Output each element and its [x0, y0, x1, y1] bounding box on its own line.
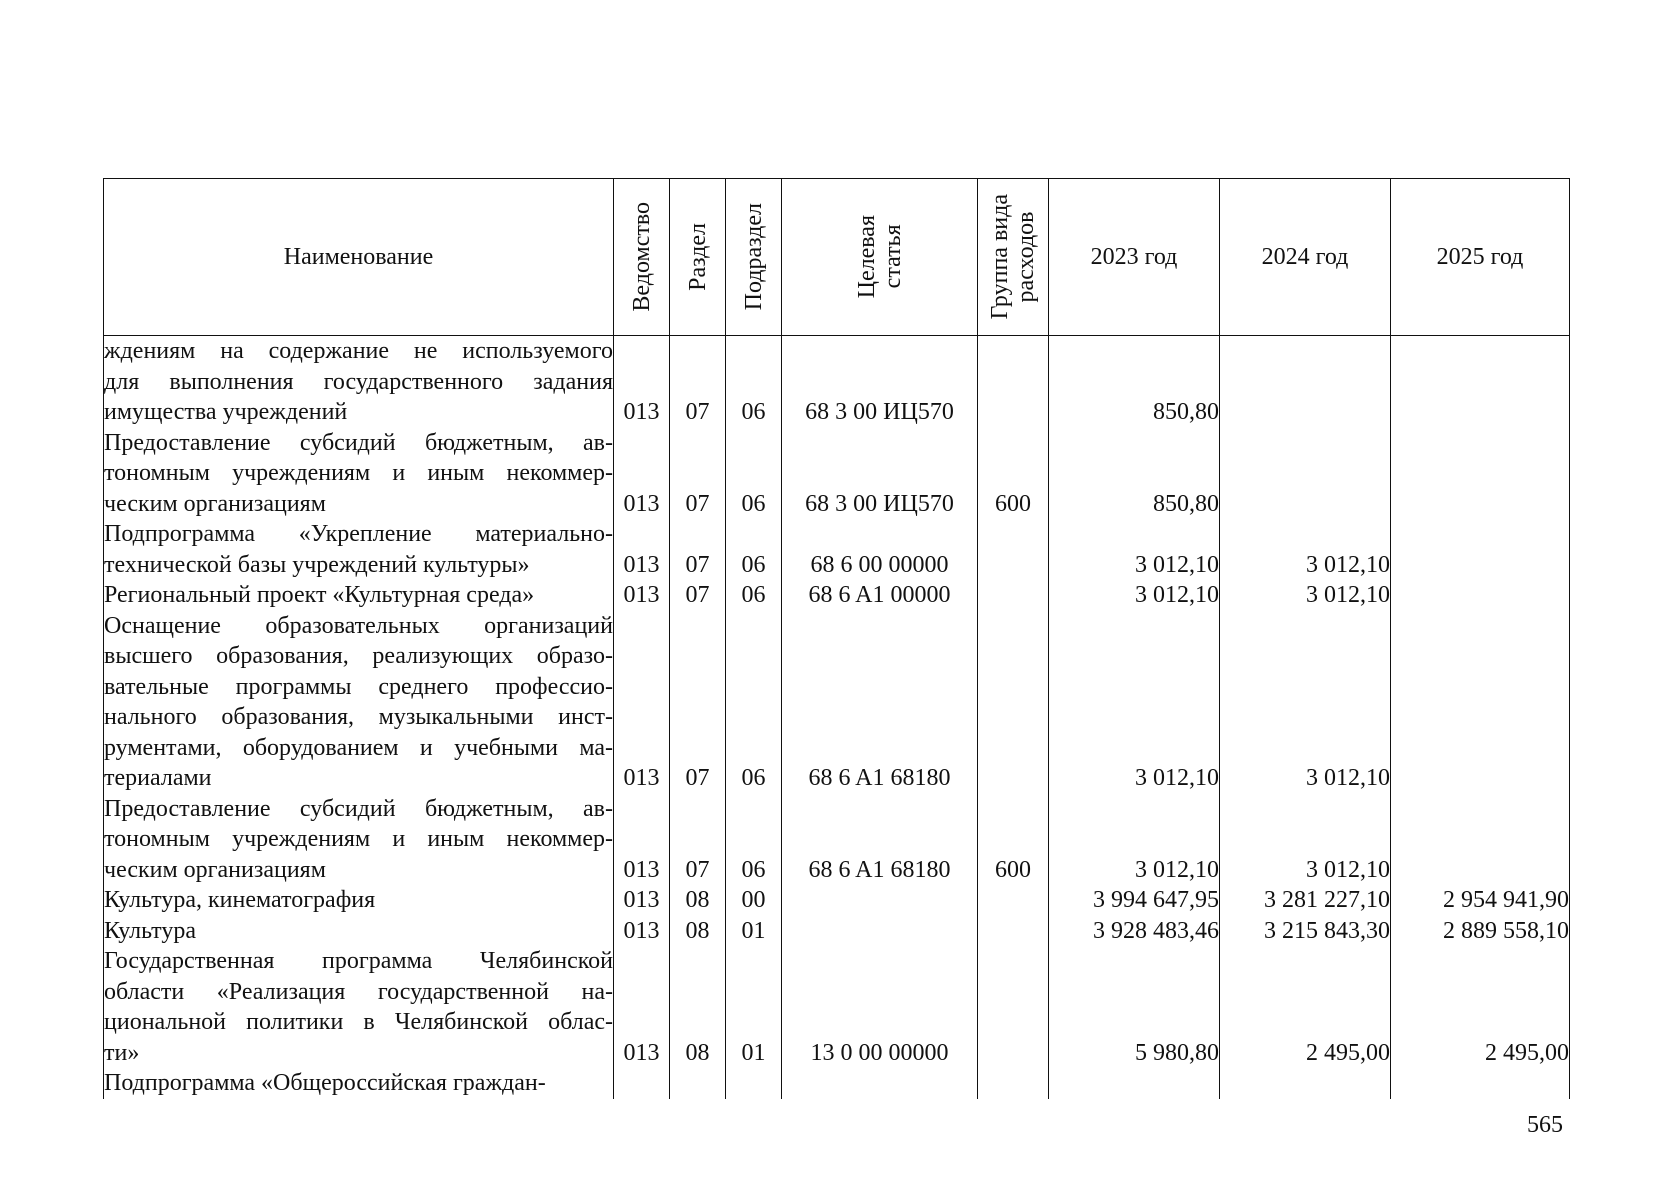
- cell-vedomstvo: 013: [614, 428, 670, 520]
- cell-gruppa: [978, 611, 1049, 794]
- table-header-row: [104, 179, 1570, 336]
- header-celevaya-statya: Целевая статья: [782, 179, 978, 336]
- cell-vedomstvo: 013: [614, 336, 670, 428]
- cell-2025: 2 495,00: [1391, 946, 1570, 1068]
- cell-name: [104, 946, 614, 1068]
- cell-celevaya-statya: 68 6 00 00000: [782, 519, 978, 580]
- table-body: [104, 336, 1570, 1099]
- cell-2024: 3 215 843,30: [1220, 916, 1391, 947]
- cell-2023: [1049, 1068, 1220, 1099]
- cell-podrazdel: 06: [726, 519, 782, 580]
- cell-name-line: Региональный проект «Культурная среда»: [104, 582, 535, 608]
- cell-razdel: [670, 1068, 726, 1099]
- cell-2023: 3 928 483,46: [1049, 916, 1220, 947]
- table-row: [104, 1068, 1570, 1099]
- cell-2024: 2 495,00: [1220, 946, 1391, 1068]
- cell-name: [104, 611, 614, 794]
- cell-name-line: Государственная программа Челябинской: [104, 948, 613, 974]
- header-name: Наименование: [104, 179, 614, 336]
- budget-table: [103, 178, 1570, 1099]
- cell-name: [104, 428, 614, 520]
- cell-celevaya-statya: 68 6 A1 68180: [782, 611, 978, 794]
- page-number: 565: [1527, 1112, 1563, 1138]
- cell-2024: 3 281 227,10: [1220, 885, 1391, 916]
- cell-2023: 3 012,10: [1049, 519, 1220, 580]
- cell-name-line: для выполнения государственного задания: [104, 368, 613, 395]
- cell-name-line: Культура: [104, 917, 196, 944]
- table-row: [104, 428, 1570, 520]
- cell-celevaya-statya: [782, 885, 978, 916]
- cell-razdel: 08: [670, 916, 726, 947]
- cell-2024: [1220, 428, 1391, 520]
- cell-podrazdel: 06: [726, 336, 782, 428]
- cell-gruppa: 600: [978, 428, 1049, 520]
- cell-2025: [1391, 1068, 1570, 1099]
- cell-name-line: технической базы учреждений культуры»: [104, 551, 530, 578]
- table-row: [104, 580, 1570, 611]
- cell-name-line: ческим организациям: [104, 490, 326, 517]
- cell-gruppa: 600: [978, 794, 1049, 886]
- cell-name-line: Подпрограмма «Укрепление материально-: [104, 521, 613, 547]
- cell-gruppa: [978, 946, 1049, 1068]
- cell-gruppa: [978, 885, 1049, 916]
- cell-vedomstvo: 013: [614, 519, 670, 580]
- cell-celevaya-statya: 13 0 00 00000: [782, 946, 978, 1068]
- table-row: [104, 946, 1570, 1068]
- cell-2023: 850,80: [1049, 336, 1220, 428]
- cell-name-line: Оснащение образовательных организаций: [104, 612, 613, 639]
- cell-vedomstvo: [614, 1068, 670, 1099]
- cell-name-line: Предоставление субсидий бюджетным, ав-: [104, 795, 613, 822]
- cell-2023: 3 012,10: [1049, 794, 1220, 886]
- cell-name-line: области «Реализация государственной на-: [104, 978, 613, 1005]
- cell-2025: 2 954 941,90: [1391, 885, 1570, 916]
- cell-2023: 3 012,10: [1049, 580, 1220, 611]
- cell-vedomstvo: 013: [614, 611, 670, 794]
- cell-celevaya-statya: 68 3 00 ИЦ570: [782, 428, 978, 520]
- cell-podrazdel: 06: [726, 428, 782, 520]
- table-row: [104, 885, 1570, 916]
- cell-name-line: Культура, кинематография: [104, 887, 376, 913]
- cell-podrazdel: 06: [726, 611, 782, 794]
- header-2023: 2023 год: [1049, 179, 1220, 336]
- cell-name-line: вательные программы среднего профессио-: [104, 673, 613, 700]
- cell-2025: [1391, 580, 1570, 611]
- cell-name-line: тономным учреждениям и иным некоммер-: [104, 460, 613, 486]
- cell-podrazdel: 00: [726, 885, 782, 916]
- cell-gruppa: [978, 336, 1049, 428]
- cell-podrazdel: [726, 1068, 782, 1099]
- cell-razdel: 07: [670, 519, 726, 580]
- cell-celevaya-statya: 68 6 A1 00000: [782, 580, 978, 611]
- header-razdel: Раздел: [670, 179, 726, 336]
- cell-2025: 2 889 558,10: [1391, 916, 1570, 947]
- table-row: [104, 336, 1570, 428]
- table-row: [104, 794, 1570, 886]
- cell-razdel: 07: [670, 580, 726, 611]
- cell-2024: 3 012,10: [1220, 611, 1391, 794]
- cell-name-line: ждениям на содержание не используемого: [104, 338, 613, 364]
- cell-vedomstvo: 013: [614, 580, 670, 611]
- cell-name: [104, 336, 614, 428]
- cell-2023: 3 012,10: [1049, 611, 1220, 794]
- cell-podrazdel: 06: [726, 580, 782, 611]
- header-vedomstvo: Ведомство: [614, 179, 670, 336]
- cell-razdel: 07: [670, 336, 726, 428]
- cell-razdel: 08: [670, 946, 726, 1068]
- cell-2023: 850,80: [1049, 428, 1220, 520]
- cell-vedomstvo: 013: [614, 916, 670, 947]
- cell-celevaya-statya: [782, 1068, 978, 1099]
- cell-name-line: Подпрограмма «Общероссийская граждан-: [104, 1070, 546, 1096]
- cell-2025: [1391, 794, 1570, 886]
- header-2025: 2025 год: [1391, 179, 1570, 336]
- cell-name-line: ти»: [104, 1039, 140, 1066]
- table-row: [104, 519, 1570, 580]
- table-row: [104, 611, 1570, 794]
- cell-name: [104, 794, 614, 886]
- cell-celevaya-statya: [782, 916, 978, 947]
- cell-name-line: ческим организациям: [104, 856, 326, 883]
- cell-2023: 5 980,80: [1049, 946, 1220, 1068]
- cell-vedomstvo: 013: [614, 885, 670, 916]
- cell-vedomstvo: 013: [614, 794, 670, 886]
- cell-gruppa: [978, 1068, 1049, 1099]
- cell-2025: [1391, 519, 1570, 580]
- cell-podrazdel: 01: [726, 946, 782, 1068]
- cell-name: [104, 885, 614, 916]
- cell-name-line: высшего образования, реализующих образо-: [104, 643, 613, 669]
- cell-podrazdel: 01: [726, 916, 782, 947]
- cell-name: [104, 580, 614, 611]
- cell-2025: [1391, 336, 1570, 428]
- cell-name-line: Предоставление субсидий бюджетным, ав-: [104, 429, 613, 456]
- cell-name: [104, 1068, 614, 1099]
- cell-name-line: териалами: [104, 765, 212, 791]
- header-gruppa-vida-rashodov: Группа вида расходов: [978, 179, 1049, 336]
- cell-name-line: имущества учреждений: [104, 399, 348, 425]
- cell-2025: [1391, 611, 1570, 794]
- table-row: [104, 916, 1570, 947]
- cell-gruppa: [978, 916, 1049, 947]
- header-2024: 2024 год: [1220, 179, 1391, 336]
- cell-name: [104, 519, 614, 580]
- cell-2024: [1220, 1068, 1391, 1099]
- cell-podrazdel: 06: [726, 794, 782, 886]
- cell-razdel: 07: [670, 611, 726, 794]
- cell-gruppa: [978, 519, 1049, 580]
- cell-name-line: рументами, оборудованием и учебными ма-: [104, 734, 613, 761]
- cell-razdel: 07: [670, 794, 726, 886]
- cell-celevaya-statya: 68 3 00 ИЦ570: [782, 336, 978, 428]
- cell-celevaya-statya: 68 6 A1 68180: [782, 794, 978, 886]
- cell-2023: 3 994 647,95: [1049, 885, 1220, 916]
- cell-2024: 3 012,10: [1220, 794, 1391, 886]
- cell-vedomstvo: 013: [614, 946, 670, 1068]
- cell-2024: 3 012,10: [1220, 580, 1391, 611]
- cell-2024: [1220, 336, 1391, 428]
- cell-name-line: циональной политики в Челябинской облас-: [104, 1009, 613, 1035]
- cell-gruppa: [978, 580, 1049, 611]
- cell-2024: 3 012,10: [1220, 519, 1391, 580]
- cell-razdel: 07: [670, 428, 726, 520]
- cell-2025: [1391, 428, 1570, 520]
- cell-name-line: тономным учреждениям и иным некоммер-: [104, 826, 613, 852]
- header-podrazdel: Подраздел: [726, 179, 782, 336]
- cell-name: [104, 916, 614, 947]
- cell-name-line: нального образования, музыкальными инст-: [104, 704, 613, 730]
- cell-razdel: 08: [670, 885, 726, 916]
